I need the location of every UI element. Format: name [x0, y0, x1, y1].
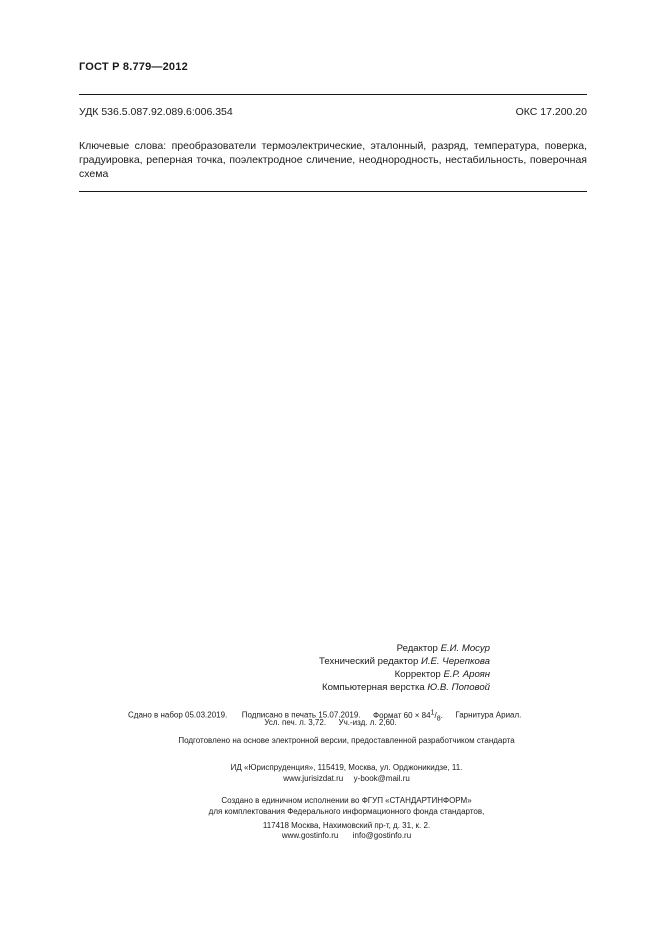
publisher-sheets: Уч.-изд. л. 2,60. — [338, 718, 397, 727]
signed-date: Подписано в печать 15.07.2019. — [241, 710, 361, 720]
printer-email: info@gostinfo.ru — [352, 831, 412, 840]
printer-contacts — [16, 831, 661, 840]
udk-code: УДК 536.5.087.92.089.6:006.354 — [79, 106, 233, 118]
printer-site: www.gostinfo.ru — [281, 831, 339, 840]
credits-block — [240, 642, 490, 694]
credit-layout: Компьютерная верстка Ю.В. Поповой — [322, 682, 490, 693]
oks-code: ОКС 17.200.20 — [515, 106, 587, 118]
printer-line-1: Создано в единичном исполнении во ФГУП «СТАНДАРТИНФОРМ» — [221, 796, 472, 805]
typeface: Гарнитура Ариал. — [455, 710, 522, 720]
printer-line-2: для комплектования Федерального информационного фонда стандартов, — [208, 807, 485, 816]
credit-tech-editor: Технический редактор И.Е. Черепкова — [319, 656, 490, 667]
credit-name: Е.Р. Ароян — [443, 669, 490, 680]
submitted-date: Сдано в набор 05.03.2019. — [128, 710, 228, 720]
document-code: ГОСТ Р 8.779—2012 — [79, 61, 188, 73]
paper-format: Формат $60 \times 84^1/_8$. — [373, 709, 443, 723]
top-rule — [79, 94, 587, 95]
keywords-paragraph: Ключевые слова: преобразователи термоэлектрические, эталонный, разряд, температура, поверка, градуировка, реперная точка, поэлектродное сличение, неоднородность, нестабильность, поверочная схема — [79, 140, 587, 180]
prepared-note: Подготовлено на основе электронной версии, предоставленной разработчиком стандарта — [178, 736, 515, 745]
publisher-line: ИД «Юриспруденция», 115419, Москва, ул. Орджоникидзе, 11. — [230, 763, 463, 772]
publisher-email: y-book@mail.ru — [353, 774, 410, 783]
publisher-contacts — [16, 774, 661, 783]
credit-proofreader: Корректор Е.Р. Ароян — [394, 669, 490, 680]
printer-address: 117418 Москва, Нахимовский пр-т, д. 31, к. 2. — [262, 821, 431, 830]
publisher-site: www.jurisizdat.ru — [283, 774, 344, 783]
credit-name: И.Е. Черепкова — [420, 656, 490, 667]
sheets-row — [0, 718, 661, 727]
credit-editor: Редактор Е.И. Мосур — [396, 643, 490, 654]
printed-sheets: Усл. печ. л. 3,72. — [264, 718, 327, 727]
bottom-rule — [79, 191, 587, 192]
credit-name: Ю.В. Поповой — [427, 682, 490, 693]
credit-name: Е.И. Мосур — [440, 643, 490, 654]
